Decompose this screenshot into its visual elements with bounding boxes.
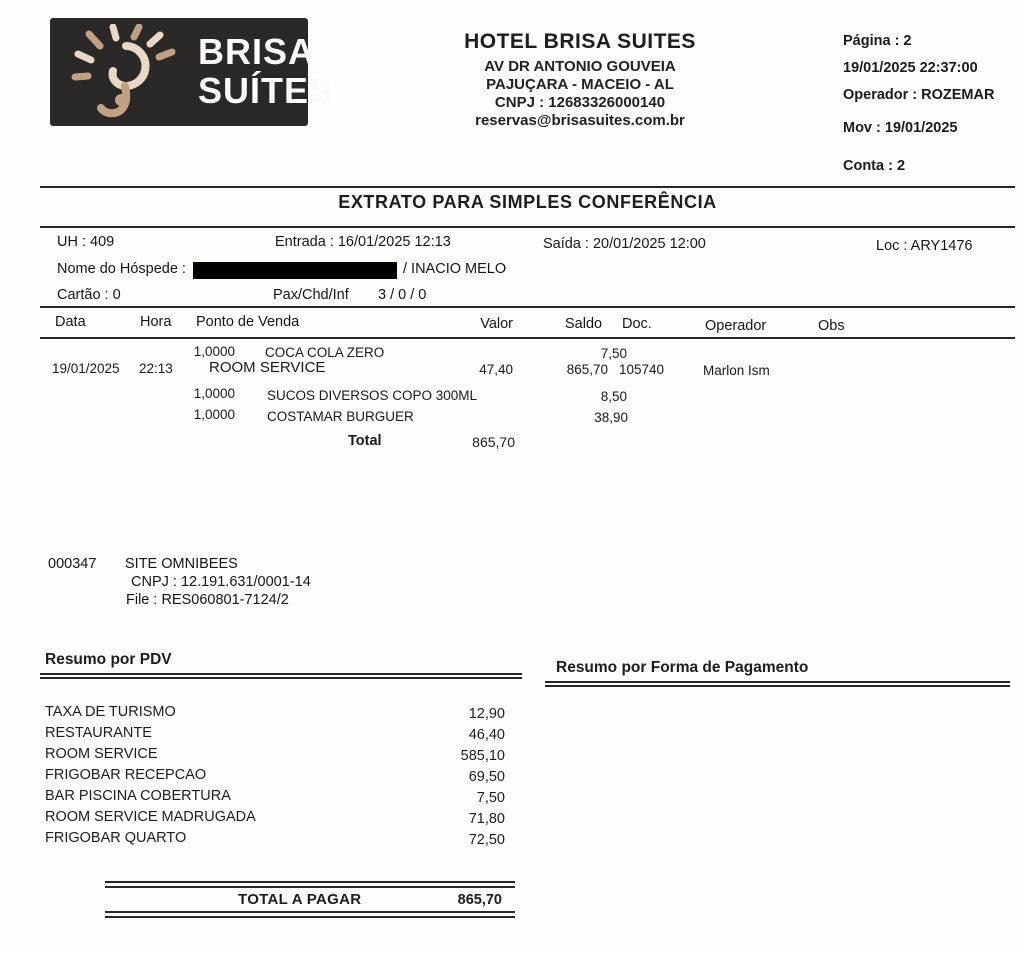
hotel-name: HOTEL BRISA SUITES	[464, 30, 696, 53]
guest-card: Cartão : 0	[57, 287, 121, 303]
guest-checkout: Saída : 20/01/2025 12:00	[543, 236, 706, 252]
row1-valor: 47,40	[479, 362, 513, 377]
guest-room: UH : 409	[57, 234, 115, 250]
row1-saldo: 865,70	[566, 362, 608, 377]
pdv-label-6: FRIGOBAR QUARTO	[45, 830, 187, 846]
logo-wordmark	[198, 32, 334, 110]
guest-pax-label: Pax/Chd/Inf	[273, 287, 349, 303]
hotel-address-line2: PAJUÇARA - MACEIO - AL	[486, 76, 674, 93]
grand-total-rule-bottom-outer	[105, 916, 515, 918]
row1-doc: 105740	[619, 362, 665, 377]
col-header-pdv: Ponto de Venda	[196, 314, 300, 330]
brisa-sun-swirl-icon	[64, 24, 194, 120]
col-header-operador: Operador	[705, 318, 767, 334]
pdv-label-1: RESTAURANTE	[45, 725, 152, 741]
row0-qty: 1,0000	[193, 344, 235, 359]
guest-name-label: Nome do Hóspede :	[57, 261, 186, 277]
row2-item: SUCOS DIVERSOS COPO 300ML	[267, 388, 478, 403]
pdv-value-6: 72,50	[468, 832, 505, 848]
meta-mov: Mov : 19/01/2025	[843, 120, 958, 136]
reservation-file: File : RES060801-7124/2	[126, 592, 289, 608]
meta-account: Conta : 2	[843, 158, 906, 174]
grand-total-label: TOTAL A PAGAR	[238, 891, 362, 908]
reservation-site: SITE OMNIBEES	[125, 556, 238, 572]
row1-hora: 22:13	[139, 361, 173, 376]
row0-saldo: 7,50	[600, 346, 627, 361]
guest-pax-value: 3 / 0 / 0	[378, 287, 427, 303]
meta-page: Página : 2	[843, 33, 912, 49]
pdv-label-5: ROOM SERVICE MADRUGADA	[45, 809, 256, 825]
title-rule-top	[40, 186, 1015, 188]
guest-rule-bottom	[40, 306, 1015, 308]
logo-line2: SUÍTES	[198, 70, 335, 111]
guest-locator: Loc : ARY1476	[876, 238, 973, 254]
row2-saldo: 8,50	[600, 389, 627, 404]
col-header-doc: Doc.	[622, 316, 652, 332]
grand-total-value: 865,70	[457, 892, 502, 908]
guest-name-suffix: / INACIO MELO	[403, 261, 507, 277]
resumo-pagamento-rule	[545, 681, 1010, 687]
reservation-cnpj: CNPJ : 12.191.631/0001-14	[131, 574, 311, 590]
resumo-pagamento-title: Resumo por Forma de Pagamento	[556, 659, 809, 676]
pdv-value-1: 46,40	[468, 727, 505, 743]
col-header-hora: Hora	[140, 314, 172, 330]
pdv-label-4: BAR PISCINA COBERTURA	[45, 788, 231, 804]
meta-operator: Operador : ROZEMAR	[843, 87, 995, 103]
row1-data: 19/01/2025	[52, 361, 120, 376]
resumo-pdv-title: Resumo por PDV	[45, 651, 172, 668]
hotel-cnpj: CNPJ : 12683326000140	[494, 94, 666, 111]
table-total-label: Total	[348, 433, 382, 449]
col-header-valor: Valor	[480, 316, 513, 332]
row3-item: COSTAMAR BURGUER	[267, 409, 414, 424]
pdv-label-0: TAXA DE TURISMO	[45, 704, 176, 720]
pdv-label-3: FRIGOBAR RECEPCAO	[45, 767, 207, 783]
grand-total-rule-bottom-inner	[105, 911, 515, 913]
logo-line1: BRISA	[198, 31, 316, 72]
hotel-logo	[50, 18, 335, 126]
row1-operador: Marlon Ism	[703, 363, 770, 378]
pdv-value-0: 12,90	[468, 706, 505, 722]
table-header-rule	[40, 337, 1015, 339]
col-header-obs: Obs	[818, 318, 845, 334]
redacted-guest-name	[193, 262, 397, 279]
row3-saldo: 38,90	[594, 410, 628, 425]
document-title: EXTRATO PARA SIMPLES CONFERÊNCIA	[338, 192, 717, 212]
pdv-value-4: 7,50	[476, 790, 505, 806]
grand-total-rule-top-outer	[105, 881, 515, 883]
pdv-value-2: 585,10	[460, 748, 505, 764]
hotel-address-line1: AV DR ANTONIO GOUVEIA	[484, 58, 676, 75]
pdv-value-5: 71,80	[468, 811, 505, 827]
row1-item: ROOM SERVICE	[209, 359, 326, 376]
hotel-email: reservas@brisasuites.com.br	[475, 112, 685, 129]
hotel-header-block	[400, 30, 760, 130]
table-total-value: 865,70	[472, 434, 515, 450]
pdv-value-3: 69,50	[468, 769, 505, 785]
row0-item: COCA COLA ZERO	[265, 345, 385, 360]
row2-qty: 1,0000	[193, 386, 235, 401]
col-header-data: Data	[55, 314, 86, 330]
col-header-saldo: Saldo	[565, 316, 603, 332]
grand-total-rule-top-inner	[105, 886, 515, 888]
title-rule-bottom	[40, 226, 1015, 228]
pdv-label-2: ROOM SERVICE	[45, 746, 158, 762]
meta-printed-at: 19/01/2025 22:37:00	[843, 60, 978, 76]
resumo-pdv-rule	[40, 673, 522, 679]
guest-checkin: Entrada : 16/01/2025 12:13	[275, 234, 451, 250]
row3-qty: 1,0000	[193, 407, 235, 422]
reservation-code: 000347	[48, 556, 97, 572]
